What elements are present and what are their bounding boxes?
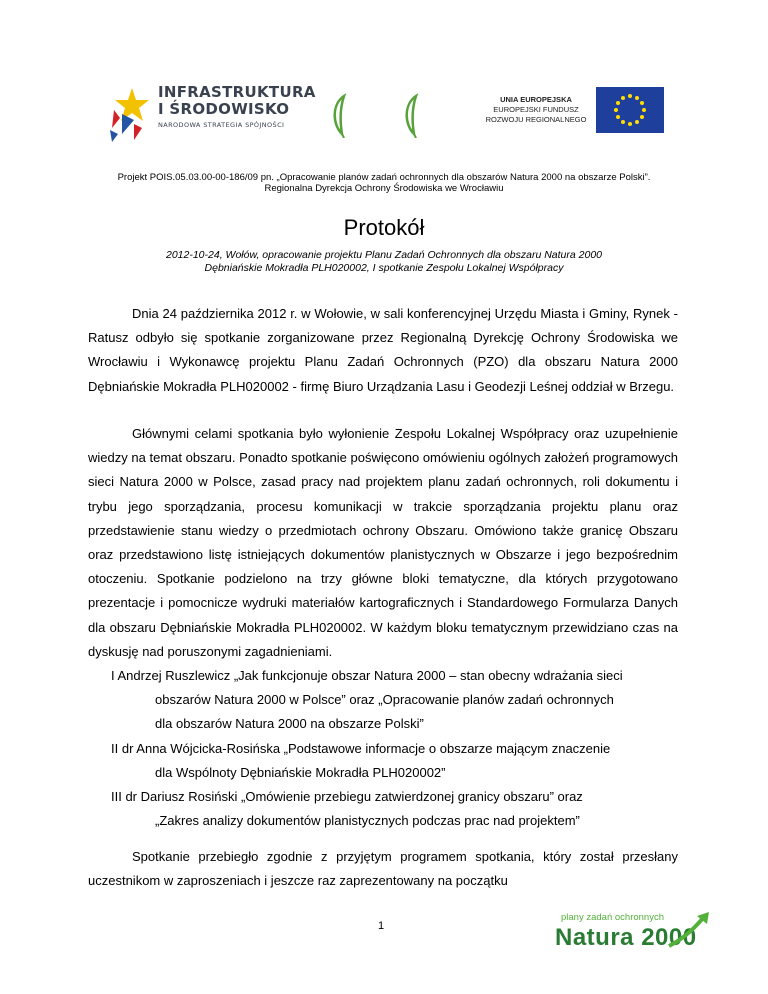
eu-line-1: UNIA EUROPEJSKA — [500, 95, 572, 104]
paragraph-2 — [88, 422, 678, 664]
paragraph-text: Spotkanie przebiegło zgodnie z przyjętym programem spotkania, który został przesłany uczestnikom w zaproszeniach i jeszcze raz zaprezentowany na początku — [88, 849, 678, 889]
agenda-item-3 — [88, 785, 678, 833]
paragraph-text: Dnia 24 października 2012 r. w Wołowie, w sali konferencyjnej Urzędu Miasta i Gminy, Rynek - Ratusz odbyło się spotkanie zorganizowane przez Regionalną Dyrekcję Ochrony Środowiska we Wrocławiu i Wykonawcę projektu Planu Zadań Ochronnych (PZO) dla obszaru Natura 2000 Dębniańskie Mokradła PLH020002 - firmę Biuro Urządzania Lasu i Geodezji Leśnej oddział w Brzegu. — [88, 306, 678, 394]
project-line-1: Projekt POIS.05.03.00-00-186/09 pn. „Opracowanie planów zadań ochronnych dla obszarów Natura 2000 na obszarze Polski”. — [117, 172, 651, 183]
infra-title-2: I ŚRODOWISKO — [158, 100, 290, 118]
subtitle — [0, 249, 768, 275]
page-number: 1 — [378, 920, 385, 932]
infra-subtitle: NARODOWA STRATEGIA SPÓJNOŚCI — [158, 121, 285, 129]
agenda-item-line: dla Wspólnoty Dębniańskie Mokradła PLH020002” — [155, 765, 446, 781]
rdos-logo-2 — [402, 92, 446, 138]
agenda-item-line: obszarów Natura 2000 w Polsce” oraz „Opracowanie planów zadań ochronnych — [155, 692, 614, 708]
leaf-icon — [330, 92, 374, 138]
eu-label — [482, 95, 590, 125]
eu-line-2: EUROPEJSKI FUNDUSZ — [493, 105, 579, 114]
infrastruktura-logo — [108, 83, 316, 144]
paragraph-text: Głównymi celami spotkania było wyłonienie Zespołu Lokalnej Współpracy oraz uzupełnienie wiedzy na temat obszaru. Ponadto spotkanie poświęcono omówieniu ogólnych założeń programowych sieci Natura 2000 w Polsce, zasad pracy nad projektem planu zadań ochronnych, roli dokumentu i trybu jego sporządzania, procesu komunikacji w trakcie sporządzania projektu planu oraz przedstawienie stanu wiedzy o przedmiotach ochrony Obszaru. Omówiono także granicę Obszaru oraz przedstawiono listę istniejących dokumentów planistycznych w Obszarze i jego bezpośrednim otoczeniu. Spotkanie podzielono na trzy główne bloki tematyczne, dla których przygotowano prezentacje i pomocnicze wydruki materiałów kartograficznych i Standardowego Formularza Danych dla obszaru Dębniańskie Mokradła PLH020002. W każdym bloku tematycznym przewidziano czas na dyskusję nad poruszonymi zagadnieniami. — [88, 426, 678, 659]
agenda-item-line: dla obszarów Natura 2000 na obszarze Polski” — [155, 716, 424, 732]
swoosh-arrow-icon — [667, 910, 713, 950]
natura2000-logo — [555, 910, 715, 970]
paragraph-1 — [88, 302, 678, 399]
footer-logo-big-text: Natura 2000 — [555, 924, 697, 951]
agenda-item-1 — [88, 664, 678, 737]
paragraph-3 — [88, 845, 678, 893]
eu-flag-icon — [596, 87, 664, 133]
infra-title-1: INFRASTRUKTURA — [158, 83, 316, 101]
project-line-2: Regionalna Dyrekcja Ochrony Środowiska we Wrocławiu — [264, 183, 504, 194]
subtitle-line-2: Dębniańskie Mokradła PLH020002, I spotkanie Zespołu Lokalnej Współpracy — [204, 262, 564, 274]
agenda-item-line: „Zakres analizy dokumentów planistycznych podczas prac nad projektem” — [155, 813, 580, 829]
agenda-item-2 — [88, 737, 678, 785]
agenda-item-line: III dr Dariusz Rosiński „Omówienie przebiegu zatwierdzonej granicy obszaru” oraz — [111, 789, 583, 804]
rdos-logo-1 — [330, 92, 374, 138]
page-title: Protokół — [343, 215, 425, 240]
agenda-item-line: I Andrzej Ruszlewicz „Jak funkcjonuje obszar Natura 2000 – stan obecny wdrażania sieci — [111, 668, 623, 683]
subtitle-line-1: 2012-10-24, Wołów, opracowanie projektu Planu Zadań Ochronnych dla obszaru Natura 2000 — [165, 249, 603, 261]
stars-flag-icon — [108, 84, 156, 144]
eu-line-3: ROZWOJU REGIONALNEGO — [485, 115, 587, 124]
footer-logo-small-text: plany zadań ochronnych — [561, 912, 664, 923]
agenda-item-line: II dr Anna Wójcicka-Rosińska „Podstawowe informacje o obszarze mającym znaczenie — [111, 741, 611, 756]
leaf-icon — [402, 92, 446, 138]
